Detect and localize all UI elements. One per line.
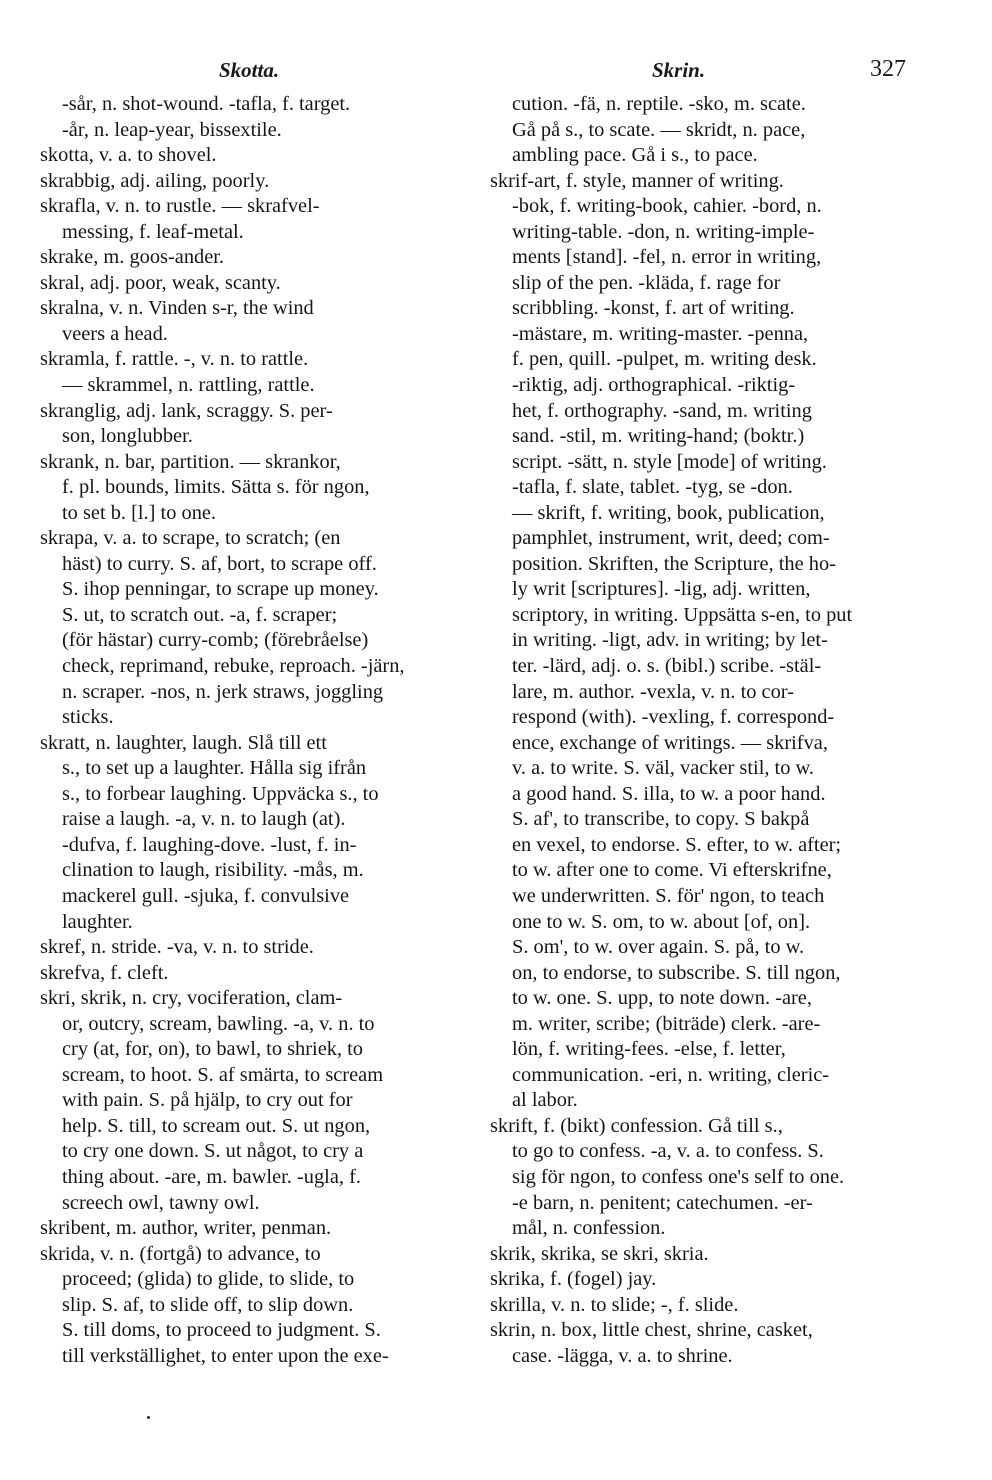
entry-line: writing-table. -don, n. writing-imple- xyxy=(512,220,815,243)
headword-line: skrif-art, f. style, manner of writing. xyxy=(490,169,784,192)
right-column xyxy=(490,92,910,1369)
entry-line: -bok, f. writing-book, cahier. -bord, n. xyxy=(512,195,822,218)
entry-line: -mästare, m. writing-master. -penna, xyxy=(512,322,809,345)
entry-line: S. om', to w. over again. S. på, to w. xyxy=(512,936,805,959)
entry-line: -tafla, f. slate, tablet. -tyg, se -don. xyxy=(512,476,793,499)
entry-line: S. ut, to scratch out. -a, f. scraper; xyxy=(62,603,338,626)
headword-line: skral, adj. poor, weak, scanty. xyxy=(40,271,281,294)
entry-line: n. scraper. -nos, n. jerk straws, joggling xyxy=(62,680,384,703)
entry-line: — skrift, f. writing, book, publication, xyxy=(512,501,825,524)
headword-line: skrin, n. box, little chest, shrine, casket, xyxy=(490,1319,813,1342)
entry-line: en vexel, to endorse. S. efter, to w. after; xyxy=(512,833,842,856)
entry-line: communication. -eri, n. writing, cleric- xyxy=(512,1063,830,1086)
entry-line: ments [stand]. -fel, n. error in writing, xyxy=(512,246,822,269)
entry-line: v. a. to write. S. väl, vacker stil, to w. xyxy=(512,757,815,780)
entry-line: cry (at, for, on), to bawl, to shriek, to xyxy=(62,1038,364,1061)
headword-line: skrift, f. (bikt) confession. Gå till s., xyxy=(490,1114,783,1137)
entry-line: -dufva, f. laughing-dove. -lust, f. in- xyxy=(62,833,357,856)
right-running-head: Skrin. xyxy=(652,58,706,82)
entry-line: to go to confess. -a, v. a. to confess. S. xyxy=(512,1140,824,1163)
entry-line: — skrammel, n. rattling, rattle. xyxy=(62,374,315,397)
entry-line: -sår, n. shot-wound. -tafla, f. target. xyxy=(62,93,351,115)
entry-line: S. af', to transcribe, to copy. S bakpå xyxy=(512,808,810,831)
left-column xyxy=(40,92,465,1369)
entry-line: S. ihop penningar, to scrape up money. xyxy=(62,578,379,601)
entry-line: lön, f. writing-fees. -else, f. letter, xyxy=(512,1038,786,1061)
entry-line: -riktig, adj. orthographical. -riktig- xyxy=(512,374,796,397)
entry-line: scream, to hoot. S. af smärta, to scream xyxy=(62,1063,384,1086)
entry-line: a good hand. S. illa, to w. a poor hand. xyxy=(512,782,826,805)
entry-line: ence, exchange of writings. — skrifva, xyxy=(512,731,828,754)
entry-line: s., to set up a laughter. Hålla sig ifrån xyxy=(62,757,367,780)
entry-line: to w. one. S. upp, to note down. -are, xyxy=(512,987,812,1010)
entry-line: -år, n. leap-year, bissextile. xyxy=(62,118,282,141)
headword-line: skrik, skrika, se skri, skria. xyxy=(490,1242,709,1265)
entry-line: with pain. S. på hjälp, to cry out for xyxy=(62,1089,353,1112)
entry-line: to w. after one to come. Vi efterskrifne, xyxy=(512,859,832,882)
headword-line: skribent, m. author, writer, penman. xyxy=(40,1217,332,1240)
entry-line: ambling pace. Gå i s., to pace. xyxy=(512,144,758,167)
headword-line: skrafla, v. n. to rustle. — skrafvel- xyxy=(40,195,320,218)
headword-line: skrabbig, adj. ailing, poorly. xyxy=(40,169,270,192)
entry-line: sand. -stil, m. writing-hand; (boktr.) xyxy=(512,425,805,448)
entry-line: help. S. till, to scream out. S. ut ngon, xyxy=(62,1114,371,1137)
entry-line: f. pen, quill. -pulpet, m. writing desk. xyxy=(512,348,817,371)
entry-line: script. -sätt, n. style [mode] of writing. xyxy=(512,450,827,473)
entry-line: on, to endorse, to subscribe. S. till ngon, xyxy=(512,961,841,984)
headword-line: skri, skrik, n. cry, vociferation, clam- xyxy=(40,987,343,1010)
headword-line: skrilla, v. n. to slide; -, f. slide. xyxy=(490,1293,739,1316)
headword-line: skrika, f. (fogel) jay. xyxy=(490,1268,657,1291)
entry-line: to set b. [l.] to one. xyxy=(62,501,217,524)
entry-line: m. writer, scribe; (biträde) clerk. -are- xyxy=(512,1012,821,1035)
entry-line: (för hästar) curry-comb; (förebråelse) xyxy=(62,629,369,652)
entry-line: cution. -fä, n. reptile. -sko, m. scate. xyxy=(512,93,806,115)
entry-line: veers a head. xyxy=(62,322,168,345)
headword-line: skrake, m. goos-ander. xyxy=(40,246,225,269)
entry-line: we underwritten. S. för' ngon, to teach xyxy=(512,884,825,907)
entry-line: respond (with). -vexling, f. correspond- xyxy=(512,706,835,729)
entry-line: slip of the pen. -kläda, f. rage for xyxy=(512,271,781,294)
entry-line: sticks. xyxy=(62,706,114,729)
entry-line: one to w. S. om, to w. about [of, on]. xyxy=(512,910,811,933)
entry-line: scriptory, in writing. Uppsätta s-en, to put xyxy=(512,603,853,626)
entry-line: mål, n. confession. xyxy=(512,1217,666,1240)
headword-line: skrapa, v. a. to scrape, to scratch; (en xyxy=(40,527,341,550)
entry-line: slip. S. af, to slide off, to slip down. xyxy=(62,1293,354,1316)
entry-line: messing, f. leaf-metal. xyxy=(62,220,244,243)
headword-line: skramla, f. rattle. -, v. n. to rattle. xyxy=(40,348,309,371)
entry-line: laughter. xyxy=(62,910,133,933)
entry-line: or, outcry, scream, bawling. -a, v. n. to xyxy=(62,1012,375,1035)
headword-line: skranglig, adj. lank, scraggy. S. per- xyxy=(40,399,333,422)
entry-line: mackerel gull. -sjuka, f. convulsive xyxy=(62,884,350,907)
entry-line: s., to forbear laughing. Uppväcka s., to xyxy=(62,782,379,805)
entry-line: clination to laugh, risibility. -mås, m. xyxy=(62,859,364,882)
entry-line: proceed; (glida) to glide, to slide, to xyxy=(62,1268,355,1291)
entry-line: in writing. -ligt, adv. in writing; by let- xyxy=(512,629,828,652)
entry-line: ly writ [scriptures]. -lig, adj. written, xyxy=(512,578,811,601)
entry-line: screech owl, tawny owl. xyxy=(62,1191,260,1214)
headword-line: skotta, v. a. to shovel. xyxy=(40,144,217,167)
entry-line: case. -lägga, v. a. to shrine. xyxy=(512,1344,733,1367)
headword-line: skrefva, f. cleft. xyxy=(40,961,169,984)
entry-line: Gå på s., to scate. — skridt, n. pace, xyxy=(512,118,806,141)
entry-line: scribbling. -konst, f. art of writing. xyxy=(512,297,795,320)
entry-line: f. pl. bounds, limits. Sätta s. för ngon, xyxy=(62,476,370,499)
entry-line: sig för ngon, to confess one's self to one. xyxy=(512,1165,845,1188)
entry-line: ter. -lärd, adj. o. s. (bibl.) scribe. -stäl- xyxy=(512,655,822,678)
entry-line: lare, m. author. -vexla, v. n. to cor- xyxy=(512,680,794,703)
entry-line: het, f. orthography. -sand, m. writing xyxy=(512,399,812,422)
headword-line: skref, n. stride. -va, v. n. to stride. xyxy=(40,936,314,959)
entry-line: till verkställighet, to enter upon the exe- xyxy=(62,1344,389,1367)
entry-line: to cry one down. S. ut något, to cry a xyxy=(62,1140,364,1163)
headword-line: skrida, v. n. (fortgå) to advance, to xyxy=(40,1242,321,1265)
entry-line: raise a laugh. -a, v. n. to laugh (at). xyxy=(62,808,346,831)
entry-line: position. Skriften, the Scripture, the ho- xyxy=(512,552,836,575)
headword-line: skrank, n. bar, partition. — skrankor, xyxy=(40,450,341,473)
entry-line: check, reprimand, rebuke, reproach. -järn, xyxy=(62,655,405,678)
entry-line: thing about. -are, m. bawler. -ugla, f. xyxy=(62,1165,361,1188)
headword-line: skralna, v. n. Vinden s-r, the wind xyxy=(40,297,314,320)
entry-line: son, longlubber. xyxy=(62,425,193,448)
headword-line: skratt, n. laughter, laugh. Slå till ett xyxy=(40,731,327,754)
page-number: 327 xyxy=(870,56,906,82)
stray-mark xyxy=(147,1416,150,1419)
entry-line: pamphlet, instrument, writ, deed; com- xyxy=(512,527,830,550)
entry-line: al labor. xyxy=(512,1089,578,1112)
entry-line: häst) to curry. S. af, bort, to scrape off. xyxy=(62,552,377,575)
entry-line: S. till doms, to proceed to judgment. S. xyxy=(62,1319,381,1342)
left-running-head: Skotta. xyxy=(219,58,280,82)
entry-line: -e barn, n. penitent; catechumen. -er- xyxy=(512,1191,813,1214)
